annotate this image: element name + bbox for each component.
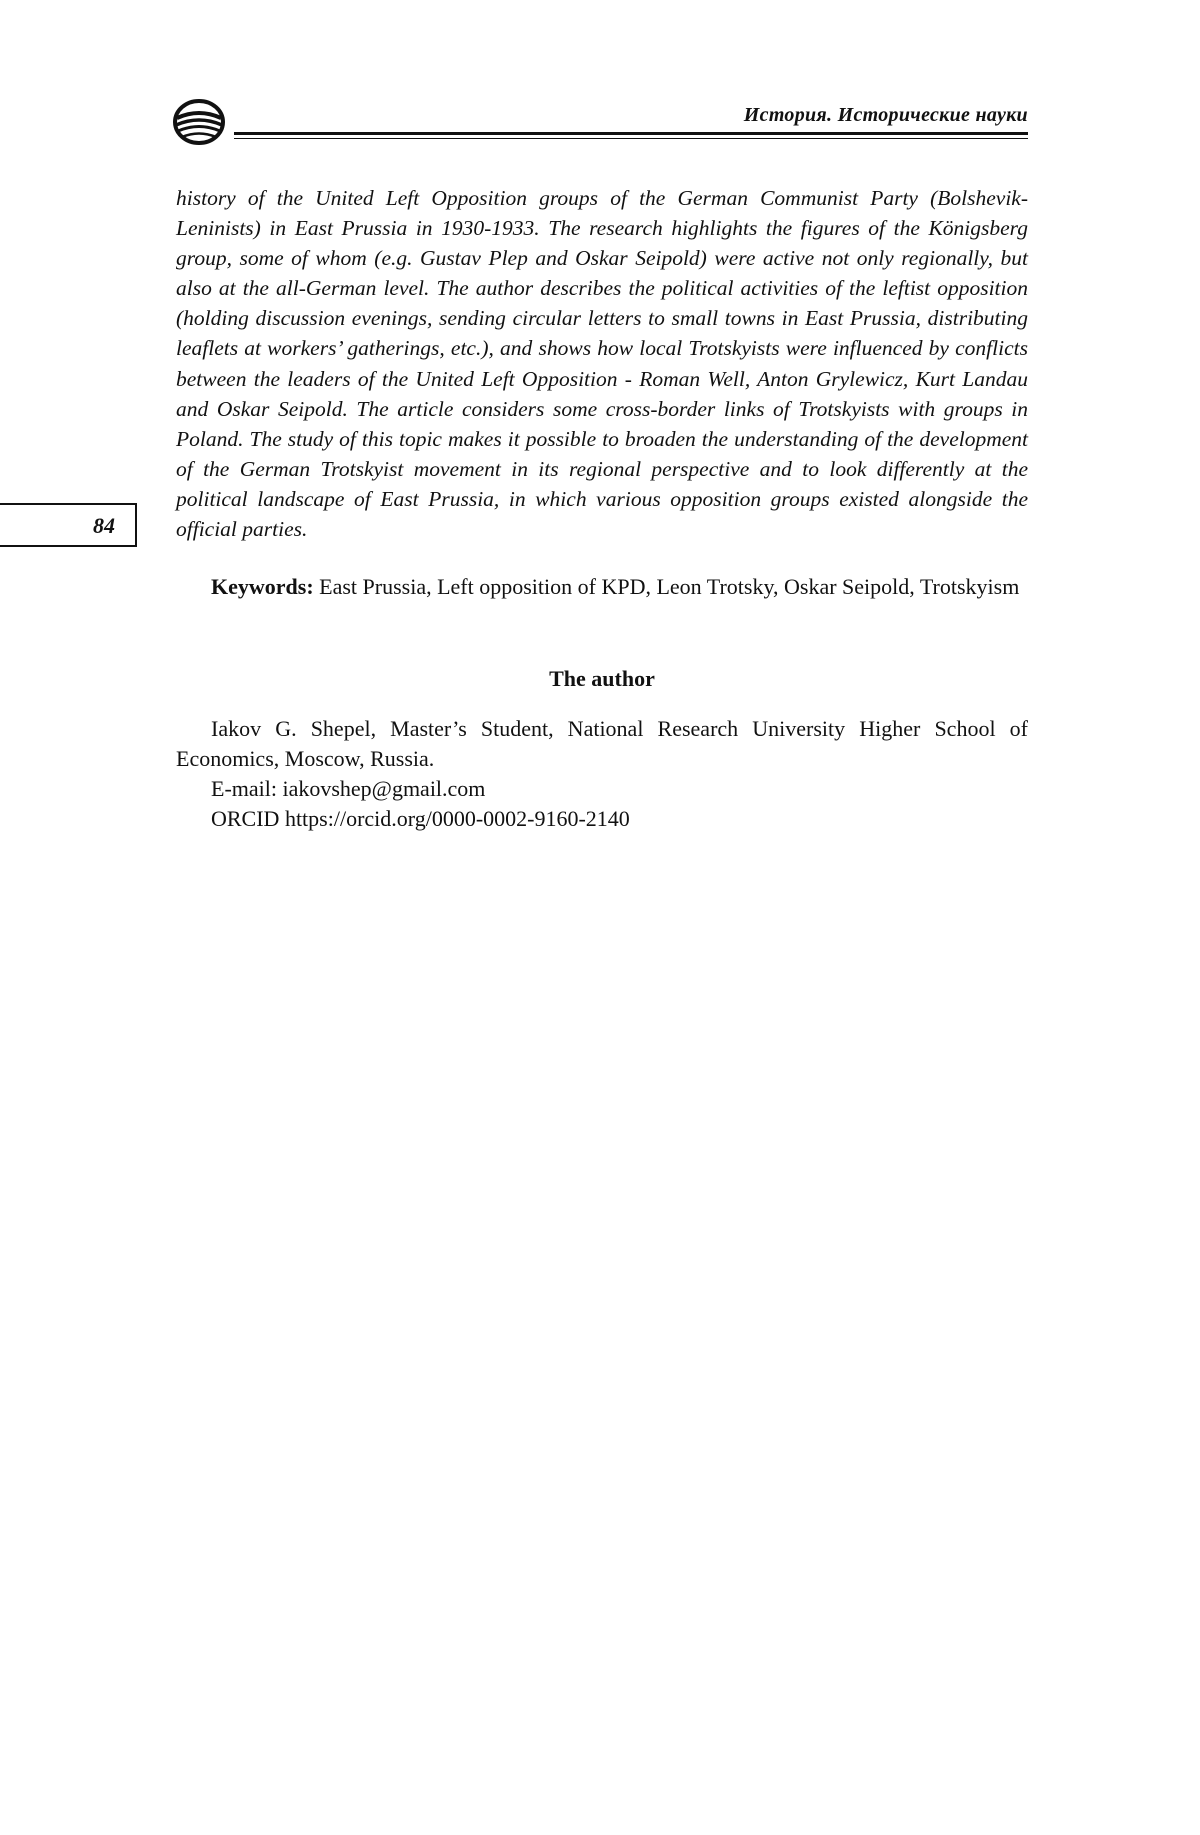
author-email: E-mail: iakovshep@gmail.com xyxy=(211,776,486,801)
page-number-box xyxy=(0,503,137,547)
header-rule-thin xyxy=(234,138,1028,139)
keywords-text: East Prussia, Left opposition of KPD, Leon Trotsky, Oskar Seipold, Trotskyism xyxy=(319,574,1020,599)
author-heading: The author xyxy=(549,666,655,691)
keywords-label: Keywords: xyxy=(211,574,314,599)
journal-wave-logo-icon xyxy=(172,98,230,146)
header-rule-thick xyxy=(234,132,1028,135)
author-info xyxy=(176,714,1028,834)
author-orcid: ORCID https://orcid.org/0000-0002-9160-2140 xyxy=(211,806,630,831)
page-number: 84 xyxy=(93,513,115,538)
keywords-paragraph xyxy=(176,572,1028,602)
header-title: История. Исторические науки xyxy=(743,104,1028,126)
author-description: Iakov G. Shepel, Master’s Student, National Research University Higher School of Economics, Moscow, Russia. xyxy=(176,716,1028,771)
abstract-text: history of the United Left Opposition groups of the German Communist Party (Bolshevik-Leninists) in East Prussia in 1930-1933. The research highlights the figures of the Königsberg group, some of whom (e.g. Gustav Plep and Oskar Seipold) were active not only regionally, but also at the all-German level. The author describes the political activities of the leftist opposition (holding discussion evenings, sending circular letters to small towns in East Prussia, distributing leaflets at workers’ gatherings, etc.), and shows how local Trotskyists were influenced by conflicts between the leaders of the United Left Opposition - Roman Well, Anton Grylewicz, Kurt Landau and Oskar Seipold. The article considers some cross-border links of Trotskyists with groups in Poland. The study of this topic makes it possible to broaden the understanding of the development of the German Trotskyist movement in its regional perspective and to look differently at the political landscape of East Prussia, in which various opposition groups existed alongside the official parties. xyxy=(176,186,1028,542)
running-header xyxy=(172,96,1028,148)
